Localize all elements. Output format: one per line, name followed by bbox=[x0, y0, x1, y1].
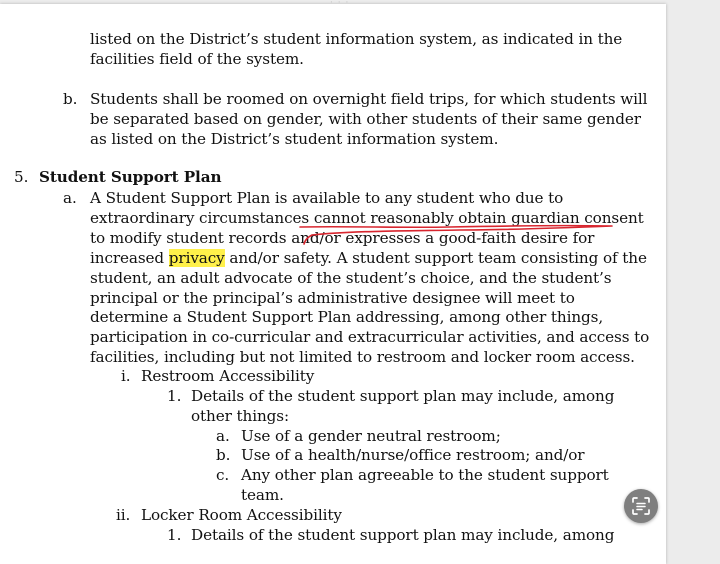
text-line: facilities field of the system. bbox=[90, 50, 304, 68]
text-line: A Student Support Plan is available to any student who due to bbox=[90, 189, 564, 207]
text-scan-icon bbox=[631, 496, 651, 516]
text-line bbox=[90, 248, 647, 268]
list-marker: 1. bbox=[167, 526, 182, 544]
subheading: Locker Room Accessibility bbox=[141, 506, 342, 524]
text-segment: increased bbox=[90, 249, 169, 267]
text-line: team. bbox=[241, 486, 284, 504]
text-line: Students shall be roomed on overnight field trips, for which students will bbox=[90, 90, 648, 108]
text-line: Any other plan agreeable to the student support bbox=[241, 466, 609, 484]
page-top-mark: · · · bbox=[330, 0, 350, 8]
subheading: Restroom Accessibility bbox=[141, 367, 315, 385]
text-line: other things: bbox=[191, 407, 289, 425]
text-line: determine a Student Support Plan addressing, among other things, bbox=[90, 308, 604, 326]
text-line: Use of a health/nurse/office restroom; and/or bbox=[241, 446, 585, 464]
list-marker: a. bbox=[216, 427, 230, 445]
list-marker: b. bbox=[63, 90, 78, 108]
text-line: principal or the principal’s administrative designee will meet to bbox=[90, 289, 575, 307]
text-line: to modify student records and/or expresses a good-faith desire for bbox=[90, 229, 595, 247]
list-marker: c. bbox=[216, 466, 230, 484]
text-line: be separated based on gender, with other students of their same gender bbox=[90, 110, 641, 128]
list-marker: b. bbox=[216, 446, 231, 464]
text-line bbox=[90, 208, 644, 228]
underlined-phrase: cannot reasonably obtain guardian consent bbox=[313, 209, 644, 227]
text-line: facilities, including but not limited to restroom and locker room access. bbox=[90, 348, 635, 366]
text-line: Use of a gender neutral restroom; bbox=[241, 427, 501, 445]
section-title: Student Support Plan bbox=[39, 168, 222, 186]
highlighted-word: privacy bbox=[168, 249, 225, 267]
text-line: Details of the student support plan may include, among bbox=[191, 387, 615, 405]
text-segment: extraordinary circumstances bbox=[90, 209, 314, 227]
text-segment: and/or safety. A student support team consisting of the bbox=[224, 249, 647, 267]
list-marker: a. bbox=[63, 189, 77, 207]
list-marker: ii. bbox=[116, 506, 131, 524]
text-line: participation in co-curricular and extracurricular activities, and access to bbox=[90, 328, 650, 346]
text-recognition-button[interactable] bbox=[624, 489, 658, 523]
section-number: 5. bbox=[14, 168, 29, 186]
text-line: Details of the student support plan may include, among bbox=[191, 526, 615, 544]
text-line: student, an adult advocate of the student’s choice, and the student’s bbox=[90, 269, 612, 287]
text-line: listed on the District’s student information system, as indicated in the bbox=[90, 30, 623, 48]
text-line: as listed on the District’s student information system. bbox=[90, 130, 499, 148]
list-marker: i. bbox=[121, 367, 131, 385]
list-marker: 1. bbox=[167, 387, 182, 405]
